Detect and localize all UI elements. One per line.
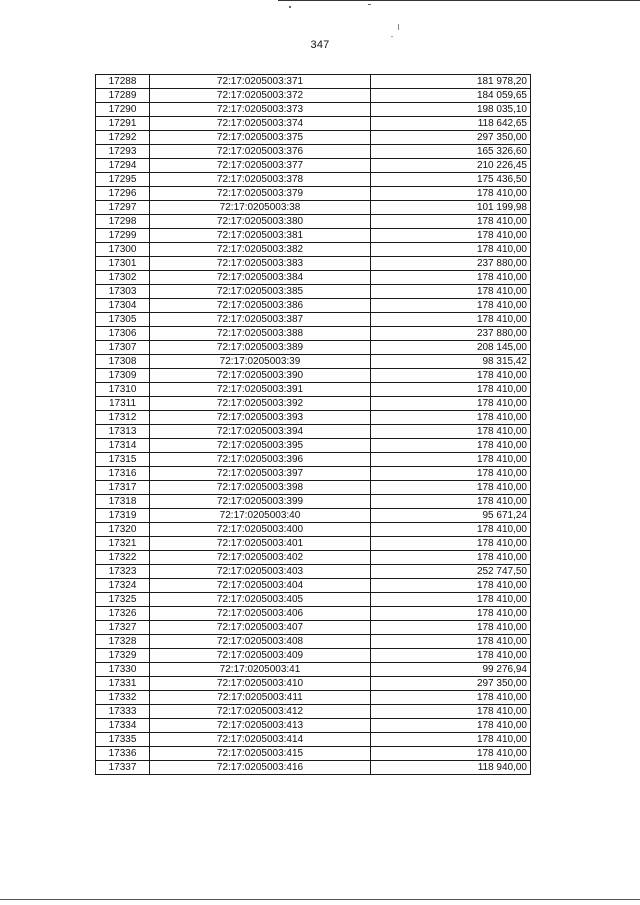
cadastral-number-cell: 72:17:0205003:379 <box>150 187 371 201</box>
row-number-cell: 17317 <box>96 481 150 495</box>
table-row <box>96 761 531 775</box>
table-row <box>96 439 531 453</box>
row-number-cell: 17323 <box>96 565 150 579</box>
cadastral-value-cell: 178 410,00 <box>371 187 531 201</box>
row-number-cell: 17303 <box>96 285 150 299</box>
row-number-cell: 17329 <box>96 649 150 663</box>
row-number-cell: 17304 <box>96 299 150 313</box>
row-number-cell: 17332 <box>96 691 150 705</box>
row-number-cell: 17326 <box>96 607 150 621</box>
cadastral-number-cell: 72:17:0205003:390 <box>150 369 371 383</box>
row-number-cell: 17295 <box>96 173 150 187</box>
cadastral-number-cell: 72:17:0205003:397 <box>150 467 371 481</box>
table-row <box>96 355 531 369</box>
cadastral-number-cell: 72:17:0205003:416 <box>150 761 371 775</box>
row-number-cell: 17298 <box>96 215 150 229</box>
cadastral-value-cell: 297 350,00 <box>371 131 531 145</box>
row-number-cell: 17300 <box>96 243 150 257</box>
table-row <box>96 495 531 509</box>
table-row <box>96 663 531 677</box>
cadastral-number-cell: 72:17:0205003:383 <box>150 257 371 271</box>
scan-speck <box>368 4 371 5</box>
cadastral-value-cell: 99 276,94 <box>371 663 531 677</box>
row-number-cell: 17309 <box>96 369 150 383</box>
table-row <box>96 215 531 229</box>
cadastral-number-cell: 72:17:0205003:413 <box>150 719 371 733</box>
row-number-cell: 17290 <box>96 103 150 117</box>
cadastral-number-cell: 72:17:0205003:402 <box>150 551 371 565</box>
cadastral-number-cell: 72:17:0205003:400 <box>150 523 371 537</box>
table-row <box>96 341 531 355</box>
table-body <box>96 75 531 775</box>
cadastral-number-cell: 72:17:0205003:412 <box>150 705 371 719</box>
cadastral-value-cell: 210 226,45 <box>371 159 531 173</box>
table-row <box>96 257 531 271</box>
table-row <box>96 747 531 761</box>
table-row <box>96 75 531 89</box>
row-number-cell: 17318 <box>96 495 150 509</box>
page-number: 347 <box>310 39 330 51</box>
row-number-cell: 17313 <box>96 425 150 439</box>
top-edge-rule <box>278 0 640 1</box>
cadastral-value-cell: 178 410,00 <box>371 551 531 565</box>
table-row <box>96 173 531 187</box>
cadastral-number-cell: 72:17:0205003:403 <box>150 565 371 579</box>
row-number-cell: 17301 <box>96 257 150 271</box>
cadastral-value-cell: 178 410,00 <box>371 635 531 649</box>
cadastral-value-cell: 237 880,00 <box>371 327 531 341</box>
cadastral-number-cell: 72:17:0205003:39 <box>150 355 371 369</box>
cadastral-number-cell: 72:17:0205003:395 <box>150 439 371 453</box>
cadastral-value-cell: 175 436,50 <box>371 173 531 187</box>
cadastral-number-cell: 72:17:0205003:382 <box>150 243 371 257</box>
row-number-cell: 17291 <box>96 117 150 131</box>
row-number-cell: 17335 <box>96 733 150 747</box>
cadastral-number-cell: 72:17:0205003:415 <box>150 747 371 761</box>
table-row <box>96 103 531 117</box>
row-number-cell: 17289 <box>96 89 150 103</box>
cadastral-number-cell: 72:17:0205003:394 <box>150 425 371 439</box>
cadastral-value-cell: 178 410,00 <box>371 523 531 537</box>
row-number-cell: 17311 <box>96 397 150 411</box>
table-row <box>96 523 531 537</box>
scan-speck <box>391 36 393 37</box>
row-number-cell: 17308 <box>96 355 150 369</box>
cadastral-number-cell: 72:17:0205003:391 <box>150 383 371 397</box>
table-row <box>96 327 531 341</box>
cadastral-value-cell: 178 410,00 <box>371 495 531 509</box>
row-number-cell: 17288 <box>96 75 150 89</box>
row-number-cell: 17331 <box>96 677 150 691</box>
cadastral-value-cell: 178 410,00 <box>371 271 531 285</box>
table-row <box>96 509 531 523</box>
cadastral-number-cell: 72:17:0205003:409 <box>150 649 371 663</box>
table-row <box>96 635 531 649</box>
table-row <box>96 593 531 607</box>
table-row <box>96 145 531 159</box>
cadastral-value-cell: 178 410,00 <box>371 285 531 299</box>
cadastral-value-cell: 101 199,98 <box>371 201 531 215</box>
table-row <box>96 565 531 579</box>
cadastral-number-cell: 72:17:0205003:414 <box>150 733 371 747</box>
cadastral-value-cell: 178 410,00 <box>371 579 531 593</box>
table-row <box>96 285 531 299</box>
row-number-cell: 17314 <box>96 439 150 453</box>
table-row <box>96 649 531 663</box>
cadastral-number-cell: 72:17:0205003:396 <box>150 453 371 467</box>
cadastral-value-cell: 178 410,00 <box>371 649 531 663</box>
cadastral-value-cell: 178 410,00 <box>371 467 531 481</box>
cadastral-value-cell: 118 642,65 <box>371 117 531 131</box>
table-row <box>96 117 531 131</box>
row-number-cell: 17324 <box>96 579 150 593</box>
cadastral-number-cell: 72:17:0205003:381 <box>150 229 371 243</box>
cadastral-number-cell: 72:17:0205003:375 <box>150 131 371 145</box>
cadastral-number-cell: 72:17:0205003:380 <box>150 215 371 229</box>
cadastral-number-cell: 72:17:0205003:401 <box>150 537 371 551</box>
cadastral-number-cell: 72:17:0205003:387 <box>150 313 371 327</box>
cadastral-number-cell: 72:17:0205003:372 <box>150 89 371 103</box>
row-number-cell: 17330 <box>96 663 150 677</box>
cadastral-number-cell: 72:17:0205003:377 <box>150 159 371 173</box>
cadastral-value-cell: 252 747,50 <box>371 565 531 579</box>
table-row <box>96 607 531 621</box>
cadastral-number-cell: 72:17:0205003:374 <box>150 117 371 131</box>
row-number-cell: 17306 <box>96 327 150 341</box>
cadastral-value-cell: 165 326,60 <box>371 145 531 159</box>
cadastral-number-cell: 72:17:0205003:386 <box>150 299 371 313</box>
cadastral-value-cell: 178 410,00 <box>371 439 531 453</box>
cadastral-number-cell: 72:17:0205003:399 <box>150 495 371 509</box>
table-row <box>96 551 531 565</box>
table-row <box>96 383 531 397</box>
cadastral-number-cell: 72:17:0205003:411 <box>150 691 371 705</box>
table-row <box>96 481 531 495</box>
row-number-cell: 17299 <box>96 229 150 243</box>
table-row <box>96 677 531 691</box>
table-row <box>96 579 531 593</box>
row-number-cell: 17310 <box>96 383 150 397</box>
row-number-cell: 17302 <box>96 271 150 285</box>
cadastral-value-cell: 98 315,42 <box>371 355 531 369</box>
cadastral-number-cell: 72:17:0205003:38 <box>150 201 371 215</box>
table-row <box>96 159 531 173</box>
cadastral-value-cell: 118 940,00 <box>371 761 531 775</box>
row-number-cell: 17334 <box>96 719 150 733</box>
cadastral-number-cell: 72:17:0205003:41 <box>150 663 371 677</box>
cadastral-value-cell: 178 410,00 <box>371 621 531 635</box>
table-row <box>96 719 531 733</box>
cadastral-value-cell: 184 059,65 <box>371 89 531 103</box>
cadastral-number-cell: 72:17:0205003:407 <box>150 621 371 635</box>
table-row <box>96 313 531 327</box>
cadastral-value-cell: 178 410,00 <box>371 719 531 733</box>
row-number-cell: 17321 <box>96 537 150 551</box>
table-row <box>96 691 531 705</box>
cadastral-number-cell: 72:17:0205003:373 <box>150 103 371 117</box>
cadastral-value-cell: 178 410,00 <box>371 607 531 621</box>
table-row <box>96 299 531 313</box>
row-number-cell: 17296 <box>96 187 150 201</box>
cadastral-value-cell: 178 410,00 <box>371 215 531 229</box>
table-row <box>96 705 531 719</box>
cadastral-value-cell: 178 410,00 <box>371 397 531 411</box>
cadastral-value-cell: 178 410,00 <box>371 299 531 313</box>
table-row <box>96 621 531 635</box>
table-row <box>96 425 531 439</box>
cadastral-value-cell: 178 410,00 <box>371 691 531 705</box>
cadastral-number-cell: 72:17:0205003:408 <box>150 635 371 649</box>
cadastral-value-cell: 95 671,24 <box>371 509 531 523</box>
cadastral-value-cell: 178 410,00 <box>371 369 531 383</box>
row-number-cell: 17315 <box>96 453 150 467</box>
row-number-cell: 17312 <box>96 411 150 425</box>
cadastral-number-cell: 72:17:0205003:410 <box>150 677 371 691</box>
cadastral-number-cell: 72:17:0205003:392 <box>150 397 371 411</box>
cadastral-value-cell: 297 350,00 <box>371 677 531 691</box>
cadastral-number-cell: 72:17:0205003:371 <box>150 75 371 89</box>
cadastral-number-cell: 72:17:0205003:404 <box>150 579 371 593</box>
cadastral-value-cell: 208 145,00 <box>371 341 531 355</box>
cadastral-number-cell: 72:17:0205003:40 <box>150 509 371 523</box>
table-row <box>96 411 531 425</box>
cadastral-value-cell: 178 410,00 <box>371 705 531 719</box>
cadastral-value-cell: 198 035,10 <box>371 103 531 117</box>
cadastral-value-cell: 178 410,00 <box>371 383 531 397</box>
table-row <box>96 271 531 285</box>
cadastral-number-cell: 72:17:0205003:388 <box>150 327 371 341</box>
row-number-cell: 17322 <box>96 551 150 565</box>
table-row <box>96 131 531 145</box>
row-number-cell: 17294 <box>96 159 150 173</box>
row-number-cell: 17328 <box>96 635 150 649</box>
table-row <box>96 453 531 467</box>
cadastral-value-cell: 178 410,00 <box>371 313 531 327</box>
cadastral-value-cell: 178 410,00 <box>371 411 531 425</box>
row-number-cell: 17327 <box>96 621 150 635</box>
table-row <box>96 89 531 103</box>
row-number-cell: 17316 <box>96 467 150 481</box>
cadastral-number-cell: 72:17:0205003:405 <box>150 593 371 607</box>
table-row <box>96 201 531 215</box>
cadastral-number-cell: 72:17:0205003:406 <box>150 607 371 621</box>
cadastral-value-cell: 178 410,00 <box>371 733 531 747</box>
row-number-cell: 17333 <box>96 705 150 719</box>
row-number-cell: 17336 <box>96 747 150 761</box>
row-number-cell: 17337 <box>96 761 150 775</box>
table-row <box>96 243 531 257</box>
cadastral-value-cell: 181 978,20 <box>371 75 531 89</box>
row-number-cell: 17292 <box>96 131 150 145</box>
table-row <box>96 467 531 481</box>
row-number-cell: 17320 <box>96 523 150 537</box>
row-number-cell: 17325 <box>96 593 150 607</box>
row-number-cell: 17305 <box>96 313 150 327</box>
row-number-cell: 17319 <box>96 509 150 523</box>
cadastral-value-cell: 178 410,00 <box>371 481 531 495</box>
scan-speck <box>289 6 291 8</box>
table-row <box>96 537 531 551</box>
table-row <box>96 187 531 201</box>
table-row <box>96 733 531 747</box>
cadastral-number-cell: 72:17:0205003:384 <box>150 271 371 285</box>
cadastral-value-cell: 178 410,00 <box>371 243 531 257</box>
cadastral-number-cell: 72:17:0205003:376 <box>150 145 371 159</box>
cadastral-number-cell: 72:17:0205003:385 <box>150 285 371 299</box>
cadastral-number-cell: 72:17:0205003:378 <box>150 173 371 187</box>
cadastral-number-cell: 72:17:0205003:393 <box>150 411 371 425</box>
scan-speck <box>398 24 399 30</box>
cadastral-value-cell: 178 410,00 <box>371 229 531 243</box>
row-number-cell: 17297 <box>96 201 150 215</box>
cadastral-value-cell: 178 410,00 <box>371 747 531 761</box>
row-number-cell: 17293 <box>96 145 150 159</box>
cadastral-value-cell: 178 410,00 <box>371 537 531 551</box>
cadastral-value-cell: 178 410,00 <box>371 425 531 439</box>
bottom-edge-rule <box>0 899 640 900</box>
cadastral-value-table <box>95 74 531 775</box>
table-row <box>96 369 531 383</box>
row-number-cell: 17307 <box>96 341 150 355</box>
cadastral-value-cell: 178 410,00 <box>371 453 531 467</box>
table-row <box>96 397 531 411</box>
cadastral-value-cell: 237 880,00 <box>371 257 531 271</box>
cadastral-number-cell: 72:17:0205003:398 <box>150 481 371 495</box>
cadastral-value-cell: 178 410,00 <box>371 593 531 607</box>
cadastral-number-cell: 72:17:0205003:389 <box>150 341 371 355</box>
table-row <box>96 229 531 243</box>
